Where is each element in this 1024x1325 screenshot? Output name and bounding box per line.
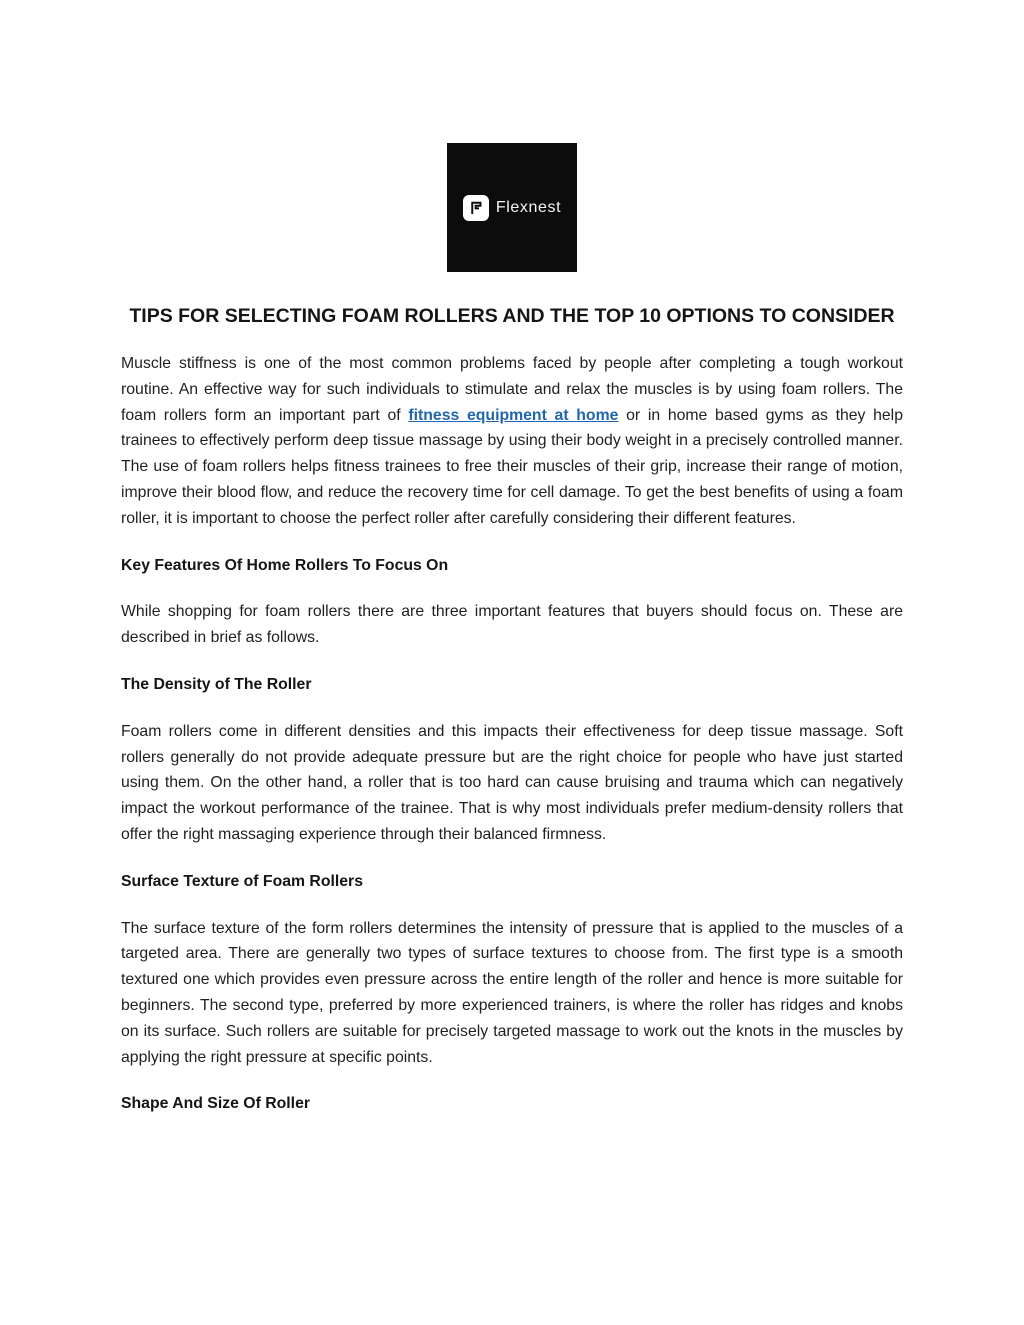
heading-shape-size: Shape And Size Of Roller [121, 1095, 311, 1113]
heading-density: The Density of The Roller [121, 675, 312, 693]
intro-paragraph [121, 351, 903, 532]
paragraph-surface-texture: The surface texture of the form rollers determines the intensity of pressure that is applied to the muscles of a targeted area. There are generally two types of surface textures to choose from. The first type is a smooth textured one which provides even pressure across the entire length of the roller and hence is more suitable for beginners. The second type, preferred by more experienced trainers, is where the roller has ridges and knobs on its surface. Such rollers are suitable for precisely targeted massage to work out the knots in the muscles by applying the right pressure at specific points. [121, 919, 903, 1066]
heading-key-features: Key Features Of Home Rollers To Focus On [121, 556, 449, 574]
page-title: TIPS FOR SELECTING FOAM ROLLERS AND THE TOP 10 OPTIONS TO CONSIDER [129, 305, 895, 327]
article-body [121, 351, 903, 1117]
flexnest-f-icon [463, 195, 489, 221]
intro-text-before-link: Muscle stiffness is one of the most common problems faced by people after completing a tough workout routine. An effective way for such individuals to stimulate and relax the muscles is by using foam rollers. The foam rollers form an important part of [121, 355, 903, 424]
logo-brand-text: Flexnest [495, 198, 562, 216]
heading-surface-texture: Surface Texture of Foam Rollers [121, 872, 363, 890]
paragraph-key-features: While shopping for foam rollers there are three important features that buyers should focus on. These are described in brief as follows. [121, 603, 903, 647]
paragraph-density: Foam rollers come in different densities and this impacts their effectiveness for deep tissue massage. Soft rollers generally do not provide adequate pressure but are the right choice for people who have just started using them. On the other hand, a roller that is too hard can cause bruising and trauma which can negatively impact the workout performance of the trainee. That is why most individuals prefer medium-density rollers that offer the right massaging experience through their balanced firmness. [121, 722, 903, 843]
intro-text-after-link: or in home based gyms as they help trainees to effectively perform deep tissue massage by using their body weight in a precisely controlled manner. The use of foam rollers helps fitness trainees to free their muscles of their grip, increase their range of motion, improve their blood flow, and reduce the recovery time for cell damage. To get the best benefits of using a foam roller, it is important to choose the perfect roller after carefully considering their different features. [121, 406, 903, 527]
fitness-equipment-link[interactable]: fitness equipment at home [408, 406, 619, 424]
flexnest-logo [447, 143, 577, 272]
